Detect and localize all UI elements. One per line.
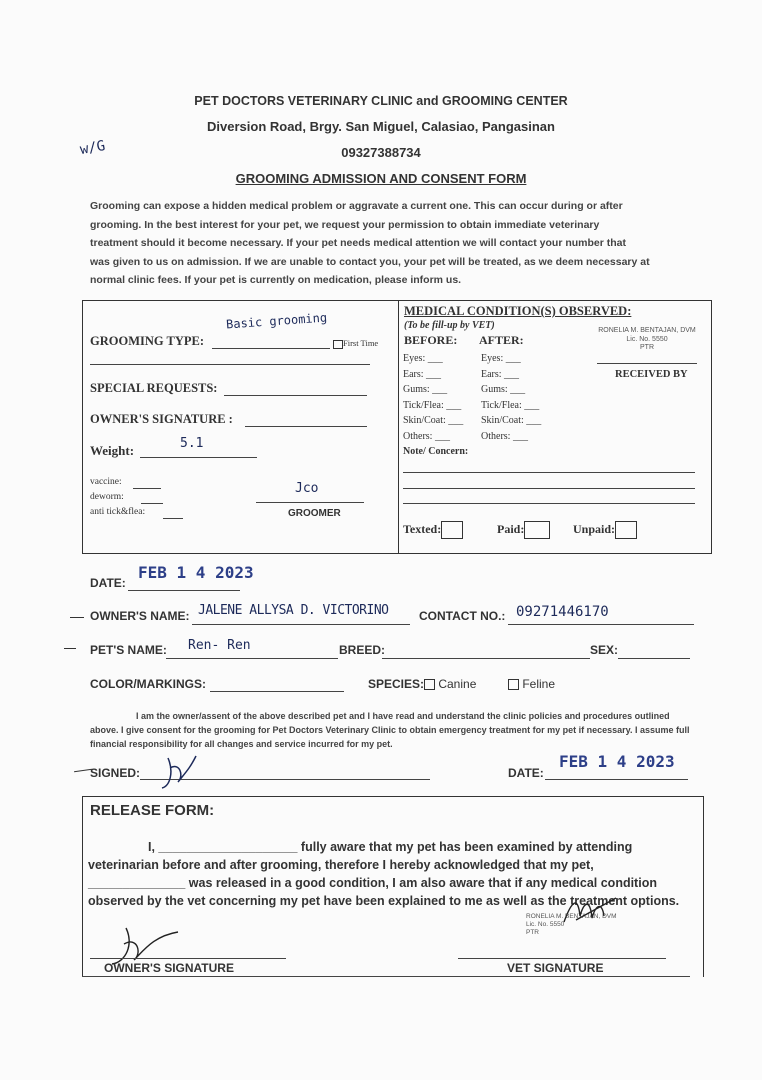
canine-option[interactable] [424, 677, 476, 691]
form-title: GROOMING ADMISSION AND CONSENT FORM [235, 171, 527, 186]
vet-sig-label: VET SIGNATURE [507, 961, 604, 975]
received-by-label: RECEIVED BY [615, 369, 688, 380]
grooming-type-label: GROOMING TYPE: [90, 334, 205, 348]
feline-option[interactable] [508, 677, 555, 691]
tick-mark [64, 648, 76, 649]
texted-label: Texted: [403, 521, 442, 536]
margin-note: w/G [78, 137, 107, 159]
note-line-3[interactable] [403, 503, 695, 504]
pet-name-value: Ren- Ren [188, 638, 251, 653]
first-time-checkbox[interactable] [333, 340, 343, 349]
intro-line: Grooming can expose a hidden medical problem or aggravate a current one. This can occur during or after [90, 200, 623, 212]
before-label: BEFORE: [404, 333, 458, 347]
signed-label: SIGNED: [90, 766, 141, 780]
groomer-field[interactable] [256, 502, 364, 503]
date-stamp: FEB 1 4 2023 [138, 563, 254, 582]
intro-paragraph [90, 197, 698, 290]
intro-line: grooming. In the best interest for your pet, we request your permission to obtain immediate veterinary [90, 218, 600, 231]
deworm-field[interactable] [141, 503, 163, 504]
consent-line: I am the owner/assent of the above described pet and I have read and understand the clinic policies and procedures outlined [136, 711, 670, 721]
grooming-type-field[interactable] [212, 348, 330, 349]
pet-name-label: PET'S NAME: [90, 643, 167, 657]
texted-checkbox[interactable] [441, 521, 463, 539]
groomer-signature: Jco [295, 481, 319, 496]
vet-sig-line[interactable] [458, 958, 666, 959]
release-title: RELEASE FORM: [90, 802, 215, 819]
after-row: Others: ___ [481, 430, 528, 442]
before-row: Tick/Flea: ___ [403, 399, 462, 411]
after-row: Ears: ___ [481, 368, 520, 380]
release-line: veterinarian before and after grooming, therefore I hereby acknowledged that my pet, [88, 858, 594, 872]
texted-option[interactable] [403, 521, 463, 539]
canine-label: Canine [438, 677, 477, 691]
paid-label: Paid: [497, 521, 525, 536]
owner-name-value: JALENE ALLYSA D. VICTORINO [198, 603, 389, 618]
contact-field[interactable] [508, 624, 694, 625]
owner-name-label: OWNER'S NAME: [90, 609, 190, 623]
consent-line: above. I give consent for the grooming for Pet Doctors Veterinary Clinic to obtain emergency treatment for my pet if necessary. I assume full [90, 725, 690, 735]
sex-label: SEX: [590, 643, 619, 657]
special-requests-field[interactable] [224, 395, 367, 396]
color-label: COLOR/MARKINGS: [90, 677, 206, 691]
note-line-1[interactable] [403, 472, 695, 473]
clinic-address: Diversion Road, Brgy. San Miguel, Calasiao, Pangasinan [207, 119, 555, 134]
contact-label: CONTACT NO.: [419, 609, 506, 623]
groomer-label: GROOMER [288, 508, 341, 519]
before-list [403, 351, 463, 444]
tick-mark [70, 617, 84, 618]
before-row: Ears: ___ [403, 368, 442, 380]
paid-option[interactable] [497, 521, 550, 539]
date-label: DATE: [90, 576, 126, 590]
before-row: Gums: ___ [403, 384, 448, 395]
owner-signature-field[interactable] [245, 426, 367, 427]
after-label: AFTER: [479, 333, 524, 347]
owner-signature-scribble [160, 752, 200, 792]
sex-field[interactable] [618, 658, 690, 659]
antitick-label: anti tick&flea: [90, 507, 146, 517]
canine-checkbox[interactable] [424, 679, 435, 690]
intro-line: normal clinic fees. If your pet is currently on medication, please inform us. [90, 274, 462, 286]
feline-checkbox[interactable] [508, 679, 519, 690]
intro-line: treatment should it become necessary. If your pet needs medical attention we will contact your number that [90, 237, 627, 249]
release-line: observed by the vet concerning my pet have been explained to me as well as the treatment options. [88, 894, 680, 908]
intro-line: was given to us on admission. If we are unable to contact you, your pet will be treated, as we deem necessary at [90, 255, 650, 268]
vaccine-label: vaccine: [90, 477, 122, 487]
release-line: I, ____________________ fully aware that my pet has been examined by attending [148, 840, 633, 854]
after-row: Gums: ___ [481, 384, 526, 395]
after-row: Eyes: ___ [481, 353, 521, 364]
antitick-field[interactable] [163, 518, 183, 519]
owner-name-field[interactable] [192, 624, 410, 625]
before-row: Skin/Coat: ___ [403, 415, 464, 426]
owner-release-sig-line[interactable] [90, 958, 286, 959]
note-line-2[interactable] [403, 488, 695, 489]
medical-title: MEDICAL CONDITION(S) OBSERVED: [404, 304, 632, 318]
unpaid-checkbox[interactable] [615, 521, 637, 539]
clinic-name: PET DOCTORS VETERINARY CLINIC and GROOMING CENTER [194, 94, 568, 108]
release-bottom-line [82, 976, 690, 977]
after-list [481, 351, 541, 444]
special-requests-label: SPECIAL REQUESTS: [90, 381, 218, 395]
received-by-line[interactable] [597, 363, 697, 364]
date-field[interactable] [128, 590, 240, 591]
contact-value: 09271446170 [516, 604, 609, 620]
consent-paragraph [90, 709, 698, 751]
color-field[interactable] [210, 691, 344, 692]
signed-date-field[interactable] [545, 779, 688, 780]
species-label: SPECIES: [368, 677, 425, 691]
owner-release-sig-label: OWNER'S SIGNATURE [104, 961, 234, 975]
medical-subtitle: (To be fill-up by VET) [404, 320, 495, 331]
box-divider [398, 300, 399, 554]
vet-signature-scribble [560, 892, 620, 932]
unpaid-option[interactable] [573, 521, 637, 539]
weight-field[interactable] [140, 457, 257, 458]
vaccine-field[interactable] [133, 488, 161, 489]
release-line: ______________ was released in a good condition, I am also aware that if any medical condition [88, 876, 657, 890]
vet-stamp: RONELIA M. BENTAJAN, DVM Lic. No. 5550 PTR [598, 327, 696, 351]
after-row: Skin/Coat: ___ [481, 415, 542, 426]
breed-label: BREED: [339, 643, 386, 657]
owner-signature-label: OWNER'S SIGNATURE : [90, 412, 233, 426]
consent-line: financial responsibility for all changes and service incurred for my pet. [90, 739, 393, 749]
signed-date-label: DATE: [508, 766, 544, 780]
before-row: Others: ___ [403, 430, 450, 442]
pet-name-field[interactable] [166, 658, 338, 659]
grooming-type-field-2[interactable] [90, 364, 370, 365]
unpaid-label: Unpaid: [573, 521, 616, 536]
grooming-type-value: Basic grooming [225, 310, 328, 332]
first-time-option[interactable] [333, 338, 378, 349]
deworm-label: deworm: [90, 492, 124, 502]
weight-value: 5.1 [180, 436, 204, 451]
signed-date-stamp: FEB 1 4 2023 [559, 752, 675, 771]
first-time-label: First Time [343, 338, 379, 348]
before-row: Eyes: ___ [403, 353, 443, 364]
breed-field[interactable] [382, 658, 590, 659]
paid-checkbox[interactable] [524, 521, 550, 539]
after-row: Tick/Flea: ___ [481, 399, 540, 411]
feline-label: Feline [522, 677, 556, 691]
release-vet-stamp: RONELIA M. BENTAJAN, DVM Lic. No. 5550 PTR [526, 913, 617, 936]
weight-label: Weight: [90, 443, 135, 458]
note-label: Note/ Concern: [403, 446, 469, 457]
clinic-phone: 09327388734 [341, 145, 421, 160]
